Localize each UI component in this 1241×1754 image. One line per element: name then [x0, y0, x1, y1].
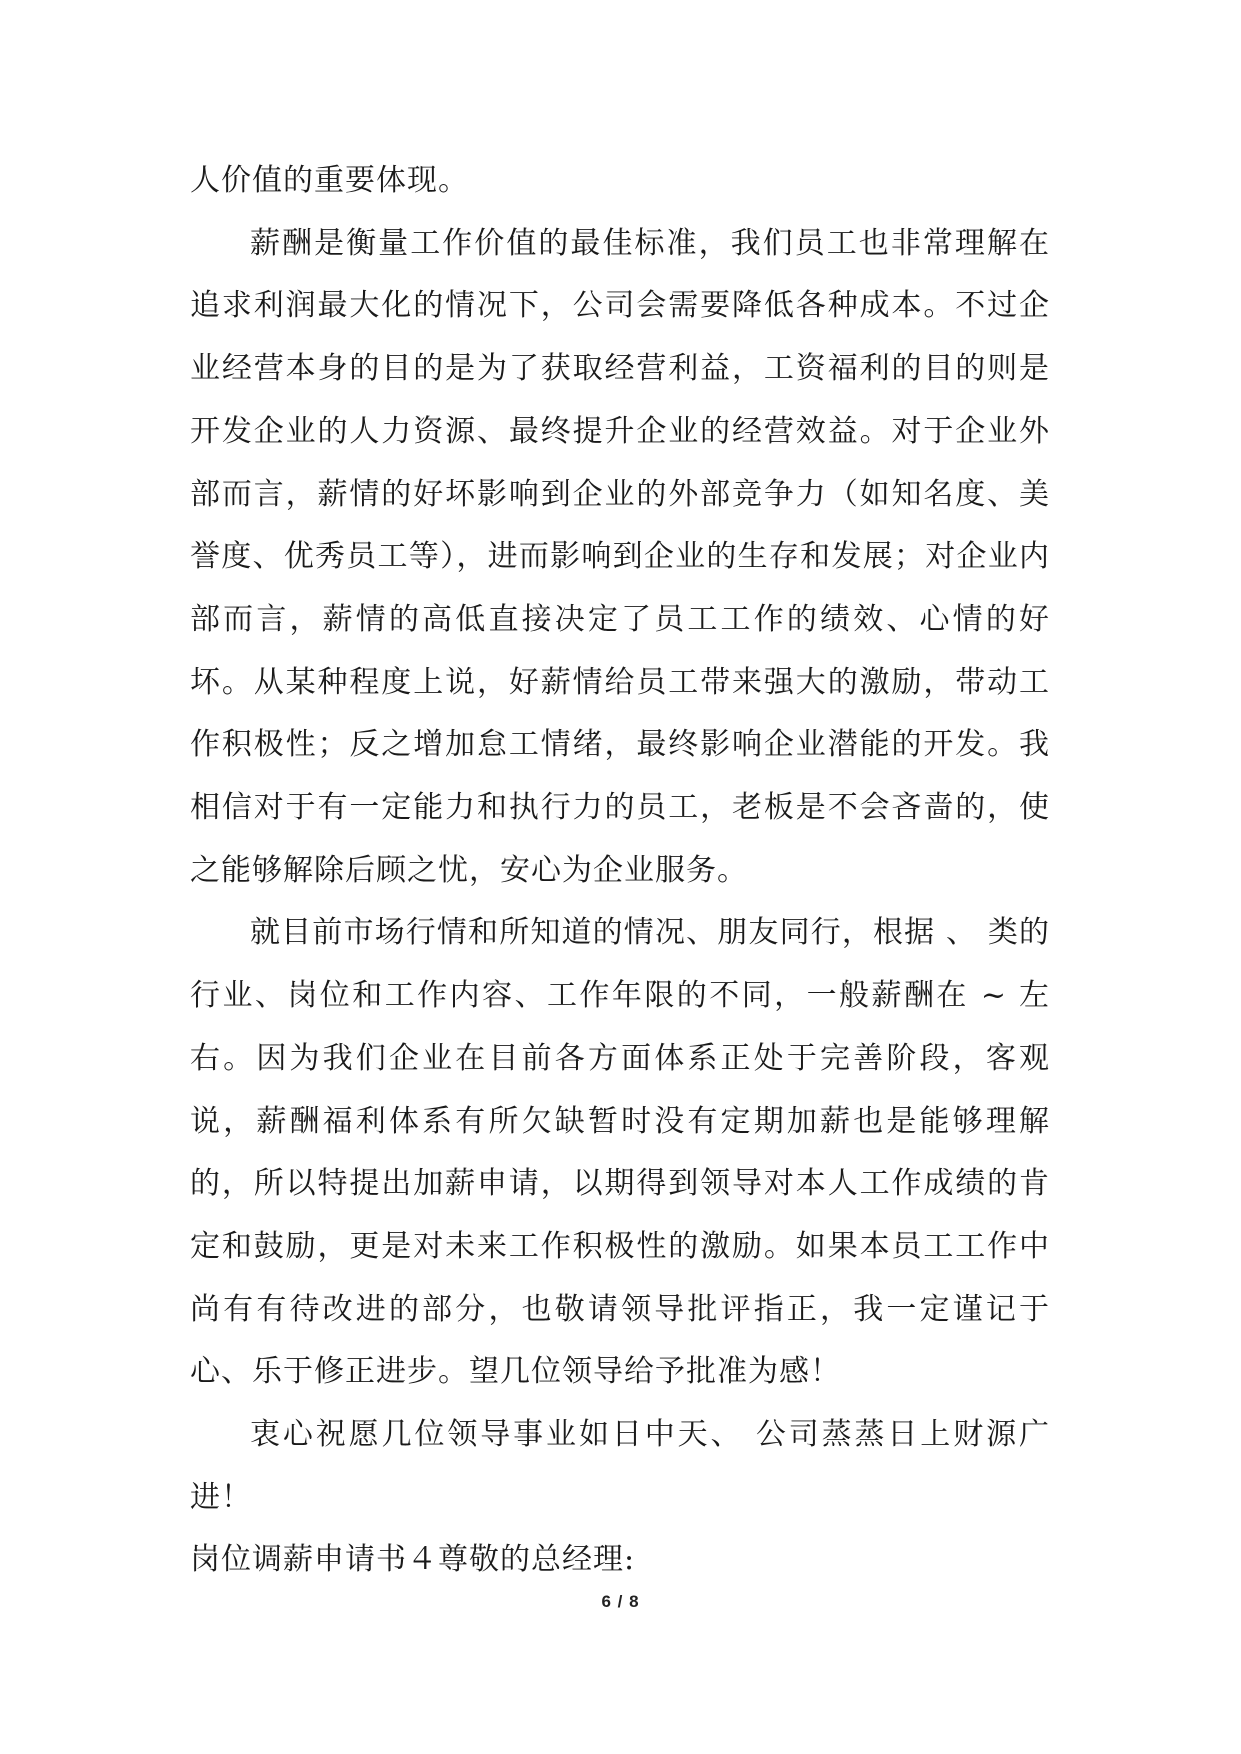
- paragraph-continuation: 人价值的重要体现。: [190, 163, 469, 198]
- page-number: 6 / 8: [601, 1592, 640, 1611]
- paragraph-next-letter-heading: 岗位调薪申请书４尊敬的总经理:: [190, 1542, 636, 1578]
- paragraph-salary-value: 薪酬是衡量工作价值的最佳标准，我们员工也非常理解在追求利润最大化的情况下，公司会需要降低各种成本。不过企业经营本身的目的是为了获取经营利益，工资福利的目的则是开发企业的人力资源、最终提升企业的经营效益。对于企业外部而言，薪情的好坏影响到企业的外部竞争力（如知名度、美誉度、优秀员工等），进而影响到企业的生存和发展；对企业内部而言，薪情的高低直接决定了员工工作的绩效、心情的好坏。从某种程度上说，好薪情给员工带来强大的激励，带动工作积极性；反之增加怠工情绪，最终影响企业潜能的开发。我相信对于有一定能力和执行力的员工，老板是不会吝啬的，使之能够解除后顾之忧，安心为企业服务。: [190, 225, 1050, 888]
- body-text: [190, 150, 1050, 1592]
- paragraph-wishes: 衷心祝愿几位领导事业如日中天、 公司蒸蒸日上财源广进！: [190, 1417, 1050, 1515]
- paragraph-market-conditions: 就目前市场行情和所知道的情况、朋友同行，根据 、 类的行业、岗位和工作内容、工作年限的不同，一般薪酬在 ~ 左右。因为我们企业在目前各方面体系正处于完善阶段，客观说，薪酬福利体系有所欠缺暂时没有定期加薪也是能够理解的，所以特提出加薪申请，以期得到领导对本人工作成绩的肯定和鼓励，更是对未来工作积极性的激励。如果本员工工作中尚有有待改进的部分，也敬请领导批评指正，我一定谨记于心、乐于修正进步。望几位领导给予批准为感！: [190, 915, 1050, 1390]
